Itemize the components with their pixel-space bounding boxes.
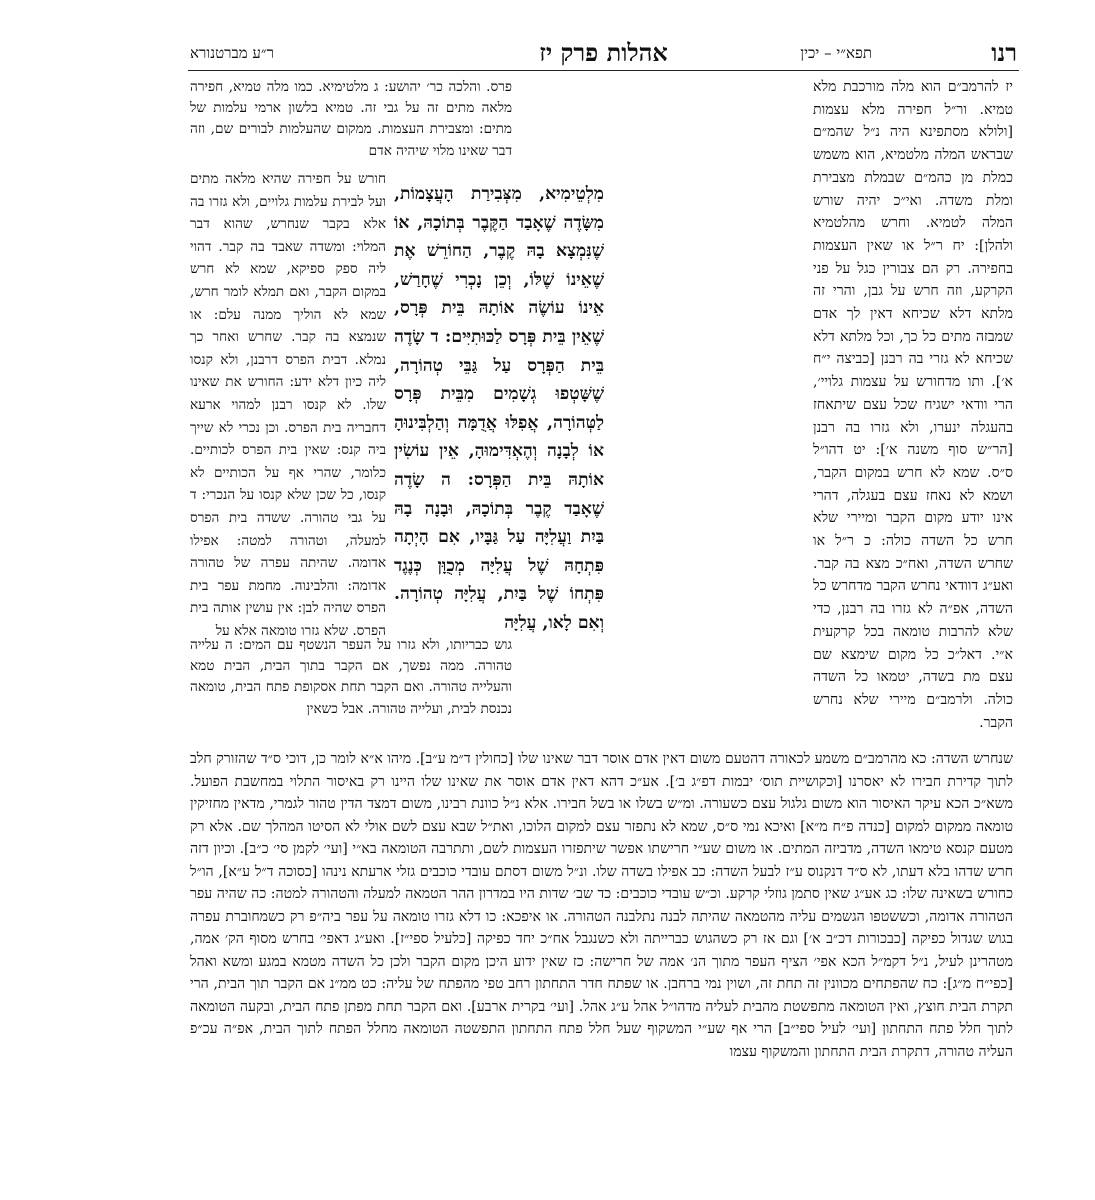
- mishnah-text: מִלְטֵימִיא, מִצְּבִירַת הָעֲצָמוֹת, מִשָּׂדֶה שֶׁאָבַד הַקֶּבֶר בְּתוֹכָהּ, אוֹ שֶׁנִּמְצָא בָהּ קֶבֶר, הַחוֹרֵשׁ אֶת שֶׁאֵינוֹ שֶׁלּוֹ, וְכֵן נָכְרִי שֶׁחָרַשׁ, אֵינוֹ עוֹשֶׂה אוֹתָהּ בֵּית פְּרָס, שֶׁאֵין בֵּית פְּרָס לַכּוּתִיִּים: ד שָׂדֶה בֵּית הַפְּרָס עַל גַּבֵּי טְהוֹרָה, שֶׁשָּׁטְפוּ גְשָׁמִים מִבֵּית פְּרָס לַטְּהוֹרָה, אֲפִלּוּ אֲדֻמָּה וְהַלְבִּינוּהָ אוֹ לְבָנָה וְהֶאְדִּימוּהָ, אֵין עוֹשִׂין אוֹתָהּ בֵּית הַפְּרָס: ה שָׂדֶה שֶׁאָבַד קֶבֶר בְּתוֹכָהּ, וּבָנָה בָהּ בַּיִת וַעֲלִיָּה עַל גַּבָּיו, אִם הָיְתָה פִּתְחָהּ שֶׁל עֲלִיָּה מְכֻוָּן כְּנֶגֶד פִּתְחוֹ שֶׁל בַּיִת, עֲלִיָּה טְהוֹרָה. וְאִם לָאו, עֲלִיָּה: [394, 184, 604, 633]
- bartenura-top-text: פרס. והלכה כר׳ יהושע: ג מלטימיא. כמו מלה טמיא, חפירה מלאה מתים זה על גבי זה. טמיא בלשון ארמי עלמות של מתים: ומצבירת העצמות. ממקום שהעלמות לבורים שם, וזה דבר שאינו מלוי שיהיה אדם: [190, 79, 512, 159]
- tiferet-yisrael-bottom-text: שנחרש השדה: כא מהרמב״ם משמע לכאורה דהטעם משום דאין אדם אוסר דבר שאינו שלו [כחולין ד״מ ע״ב]. מיהו א״א לומר כן, דוכי ס״ד שהזורק חלב לתוך קדירת חבירו לא יאסרנו [וכקושיית תוס׳ יבמות דפ״ג ב׳]. אע״כ דהא דאין אדם אוסר את שאינו שלו היינו רק באיסור התלוי במחשבת הפועל. משא״כ הכא עיקר האיסור הוא משום גלגול עצם כשעורה. ומ״ש בשלו או בשל חבירו. אלא נ״ל כוונת רבינו, משום דמצד הדין טהור לגמרי, מדאין מחזיקין טומאה ממקום למקום [כנדה פ״ח מ״א] ואיכא נמי ס״ס, שמא לא נתפזר עצם למקום הלוכו, ואת״ל שבא עצם לשם אולי לא הסיטו המהלך שם. אלא רק מטעם קנסא טימאו השדה, מדביזה המתים. או משום שע״י חרישתו אפשר שיתפזרו העצמות לשם, ותתרבה הטומאה בא״י [ועי׳ לקמן סי׳ כ״ב]. וכיון דזה חרש שדהו בלא דעתו, לא ס״ד דנקנוס ע״ז לבעל השדה: כב אפילו בשדה שלו. ונ״ל משום דסתם עובדי כוכבים גזלי ארעתא נינהו [כסוכה ד״ל ע״א], הו״ל כחורש בשאינה שלו: כג אע״ג שאין סתמן גוזלי קרקע. וכ״ש עובדי כוכבים: כד שב׳ שדות היו במדרון ההר הטמאה למעלה והטהורה למטה: כה שהיה עפר הטהורה אדומה, וכששטפו הגשמים עליה מהטמאה שהיתה לבנה נתלבנה הטהורה. או איפכא: כו דלא גזרו טומאה על עפר ביה״פ רק כשמחוברת עפרה בגוש שגדול כפיקה [כבכורות דכ״ב א׳] וגם אז רק כשהגוש כברייתה ולא כשנגבל אח״כ יחד כפיקה [כלעיל ספי״ז]. ואע״ג דאפי׳ בחרש מסוף הק׳ אמה, מטהרינן לעיל, נ״ל דקמ״ל הכא אפי׳ הציף העפר מתוך הנ׳ אמה של חרישה: כז שאין ידוע היכן מקום הקבר ולכן כל השדה מטמא במגע ומשא ואהל [כפי״ח מ״ג]: כח שהפתחים מכוונין זה תחת זה, ושוין נמי ברחבן. או שפתח חדר התחתון רחב טפי מהפתח של עליה: כט ממ״נ אם הקבר תוך הבית, הרי תקרת הבית חוצץ, ואין הטומאה מתפשטת מהבית לעליה מדהו״ל אהל ע״ג אהל. [ועי׳ בקרית ארבע]. ואם הקבר תחת מפתן פתח הבית, ובקעה הטומאה לתוך חלל פתח התחתון [ועי׳ לעיל ספי״ב] הרי אף שע״י המשקוף שעל חלל פתח התחתון התפשטה הטומאה מחלל הפתח לתוך הבית, אפ״ה עכ״פ העליה טהורה, דתקרת הבית התחתון והמשקוף עצמו: [190, 751, 1013, 1060]
- commentary-left-label: ר״ע מברטנורא: [190, 44, 274, 62]
- tiferet-yisrael-bottom-block: [190, 748, 1013, 1063]
- commentary-right-label: תפא״י – יכין: [800, 44, 872, 62]
- page-title: אהלות פרק יז: [539, 38, 668, 67]
- page-label: רנו: [991, 38, 1017, 67]
- header-rule: [188, 70, 1019, 71]
- tiferet-yisrael-column: [813, 76, 1013, 734]
- bartenura-bottom-text: גוש כבריותו, ולא גזרו על העפר הנשטף עם המים: ה עלייה טהורה. ממה נפשך, אם הקבר בתוך הבית, הבית טמא והעלייה טהורה. ואם הקבר תחת אסקופת פתח הבית, טומאה נכנסת לבית, ועלייה טהורה. אבל כשאין: [190, 637, 512, 717]
- bartenura-bottom-block: [190, 635, 512, 720]
- bartenura-column: [190, 168, 386, 642]
- mishnah-column: [394, 180, 604, 638]
- tiferet-yisrael-text: יז להרמב״ם הוא מלה מורכבת מלא טמיא. ור״ל חפירה מלא עצמות [ולולא מסתפינא היה נ״ל שהמ״ם שבראש המלה מלטמיא, הוא משמש כמלת מן כהמ״ם שבמלת מצבירת ומלת משדה. ואי״כ יהיה שורש המלה לטמיא. וחרש מהלטמיא ולהלן]: יח ר״ל או שאין העצמות בחפירה. רק הם צבורין כגל על פני הקרקע, וזה חרש על גבן, והרי זה מלתא דלא שכיחא דאין לך אדם שמבזה מתים כל כך, וכל מלתא דלא שכיחא לא גזרי בה רבנן [כביצה י״ח א׳]. ותו מדחורש על עצמות גלויי׳, הרי וודאי ישגיח שכל עצם שיתאחז בהעגלה ינערו, ולא גזרו בה רבנן [הר״ש סוף משנה א׳]: יט דהו״ל ס״ס. שמא לא חרש במקום הקבר, ושמא לא נאחז עצם בעגלה, דהרי אינו יודע מקום הקבר ומיירי שלא חרש כל השדה כולה: כ ר״ל או שחרש השדה, ואח״כ מצא בה קבר. ואע״ג דוודאי נחרש הקבר מדחרש כל השדה, אפ״ה לא גזרו בה רבנן, כדי שלא להרבות טומאה בכל קרקעית א״י. דאל״כ כל מקום שימצא שם עצם מת בשדה, יטמאו כל השדה כולה. ולרמב״ם מיירי שלא נחרש הקבר.: [813, 79, 1013, 731]
- bartenura-top-block: [190, 77, 512, 162]
- running-header: [190, 38, 1017, 68]
- bartenura-text: חורש על חפירה שהיא מלאה מתים ועל לבירת עלמות גלויים, ולא גזרו בה אלא בקבר שנחרש, שהוא דבר המלוי: ומשדה שאבד בה קבר. דהוי ליה ספק ספיקא, שמא לא חרש במקום הקבר, ואם תמלא לומר חרש, שמא לא הוליך ממנה עלם: או שנמצא בה קבר. שחרש ואחר כך נמלא. דבית הפרס דרבנן, ולא קנסו ליה כיון דלא ידע: החורש את שאינו שלו. לא קנסו רבנן למהוי ארעא דחבריה בית הפרס. וכן נכרי לא שייך ביה קנס: שאין בית הפרס לכותיים. כלומר, שהרי אף על הכותיים לא קנסו, כל שכן שלא קנסו על הנכרי: ד על גבי טהורה. ששדה בית הפרס למעלה, וטהורה למטה: אפילו אדומה. שהיתה עפרה של טהורה אדומה: והלבינוה. מחמת עפר בית הפרס שהיה לבן: אין עושין אותה בית הפרס. שלא גזרו טומאה אלא על: [190, 171, 386, 639]
